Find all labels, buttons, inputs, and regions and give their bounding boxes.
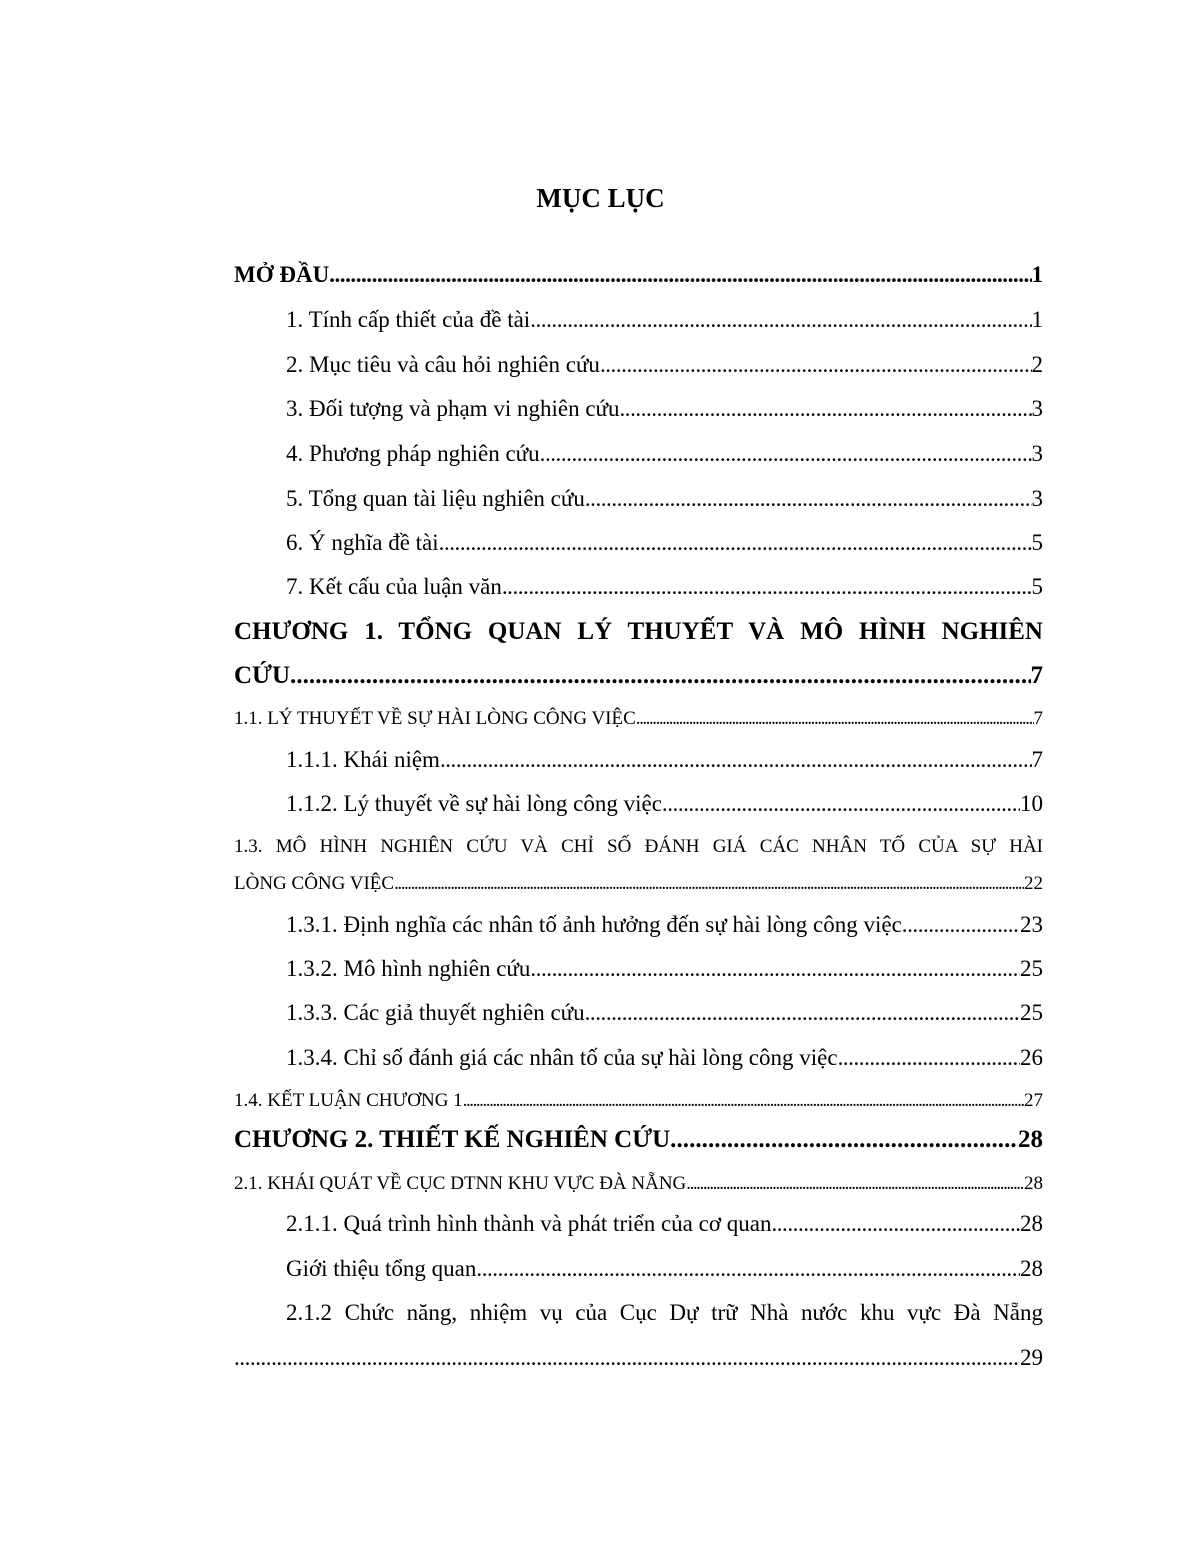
toc-entry-3[interactable] xyxy=(286,396,1043,422)
toc-entry-text: 2. Mục tiêu và câu hỏi nghiên cứu xyxy=(286,352,600,377)
toc-page-number: 7 xyxy=(1030,662,1043,689)
toc-entry-1-1-1[interactable] xyxy=(286,747,1043,773)
toc-page-number: 1 xyxy=(1031,262,1043,287)
toc-page-number: 29 xyxy=(1020,1345,1043,1370)
toc-entry-text: 1. Tính cấp thiết của đề tài xyxy=(286,307,531,332)
leader-dots xyxy=(662,791,1020,817)
leader-dots xyxy=(463,1090,1024,1112)
leader-dots xyxy=(329,262,1031,288)
toc-entry-text: 2.1.1. Quá trình hình thành và phát triển của cơ quan xyxy=(286,1211,772,1236)
toc-entry-1-3-1[interactable] xyxy=(286,912,1043,938)
leader-dots xyxy=(290,662,1030,690)
toc-page-number: 26 xyxy=(1020,1045,1043,1070)
toc-entry-1-3-3[interactable] xyxy=(286,1000,1043,1026)
toc-page-number: 7 xyxy=(1033,708,1043,729)
toc-entry-text: 1.3.2. Mô hình nghiên cứu xyxy=(286,956,531,981)
leader-dots xyxy=(585,1000,1020,1026)
toc-entry-6[interactable] xyxy=(286,530,1043,556)
toc-entry-2-1-2-line1[interactable]: 2.1.2 Chức năng, nhiệm vụ của Cục Dự trữ Nhà nước khu vực Đà Nẵng xyxy=(286,1300,1043,1325)
toc-page-number: 7 xyxy=(1031,747,1043,772)
toc-entry-text: LÒNG CÔNG VIỆC xyxy=(234,873,395,894)
toc-entry-text: 1.4. KẾT LUẬN CHƯƠNG 1 xyxy=(234,1090,463,1111)
toc-section-1-1[interactable] xyxy=(234,708,1043,730)
toc-entry-1[interactable] xyxy=(286,307,1043,333)
toc-entry-2[interactable] xyxy=(286,352,1043,378)
toc-chapter-2[interactable] xyxy=(234,1126,1043,1154)
leader-dots xyxy=(440,747,1032,773)
toc-entry-text: 1.3.1. Định nghĩa các nhân tố ảnh hưởng đến sự hài lòng công việc xyxy=(286,912,902,937)
toc-page-number: 5 xyxy=(1031,574,1043,599)
leader-dots xyxy=(838,1045,1020,1071)
toc-page-number: 25 xyxy=(1020,956,1043,981)
toc-page-number: 3 xyxy=(1031,486,1043,511)
toc-entry-text: 3. Đối tượng và phạm vi nghiên cứu xyxy=(286,396,620,421)
leader-dots xyxy=(771,1211,1020,1237)
toc-entry-text: CỨU xyxy=(234,662,291,689)
leader-dots xyxy=(902,912,1020,938)
toc-entry-4[interactable] xyxy=(286,441,1043,467)
leader-dots xyxy=(585,486,1032,512)
leader-dots xyxy=(476,1256,1020,1282)
toc-section-2-1[interactable] xyxy=(234,1173,1043,1195)
toc-page-number: 3 xyxy=(1031,396,1043,421)
toc-entry-text: 1.1.1. Khái niệm xyxy=(286,747,440,772)
toc-entry-text: 6. Ý nghĩa đề tài xyxy=(286,530,439,555)
leader-dots xyxy=(394,873,1024,895)
page-title: MỤC LỤC xyxy=(536,183,665,213)
toc-entry-1-1-2[interactable] xyxy=(286,791,1043,817)
toc-section-1-3-line1[interactable]: 1.3. MÔ HÌNH NGHIÊN CỨU VÀ CHỈ SỐ ĐÁNH GIÁ CÁC NHÂN TỐ CỦA SỰ HÀI xyxy=(234,836,1043,857)
toc-page-number: 28 xyxy=(1018,1126,1043,1153)
toc-entry-text: 1.3.4. Chỉ số đánh giá các nhân tố của sự hài lòng công việc xyxy=(286,1045,838,1070)
toc-page-number: 28 xyxy=(1020,1256,1043,1281)
toc-chapter-1[interactable] xyxy=(234,662,1043,690)
toc-entry-text: 5. Tổng quan tài liệu nghiên cứu xyxy=(286,486,585,511)
leader-dots xyxy=(502,574,1032,600)
toc-section-1-3[interactable] xyxy=(234,873,1043,895)
leader-dots xyxy=(530,956,1020,982)
toc-entry-7[interactable] xyxy=(286,574,1043,600)
toc-entry-text: 1.1.2. Lý thuyết về sự hài lòng công việc xyxy=(286,791,662,816)
toc-entry-5[interactable] xyxy=(286,486,1043,512)
leader-dots xyxy=(620,396,1032,422)
leader-dots xyxy=(600,352,1032,378)
toc-entry-1-3-2[interactable] xyxy=(286,956,1043,982)
toc-page-number: 5 xyxy=(1031,530,1043,555)
toc-page-number: 23 xyxy=(1020,912,1043,937)
toc-page-number: 25 xyxy=(1020,1000,1043,1025)
toc-entry-text: 2.1. KHÁI QUÁT VỀ CỤC DTNN KHU VỰC ĐÀ NẴNG xyxy=(234,1173,687,1194)
toc-entry-2-1-1[interactable] xyxy=(286,1211,1043,1237)
leader-dots xyxy=(636,708,1034,730)
toc-chapter-1-line1[interactable]: CHƯƠNG 1. TỔNG QUAN LÝ THUYẾT VÀ MÔ HÌNH NGHIÊN xyxy=(234,618,1043,645)
toc-page-number: 3 xyxy=(1031,441,1043,466)
toc-entry-text: 1.1. LÝ THUYẾT VỀ SỰ HÀI LÒNG CÔNG VIỆC xyxy=(234,708,636,729)
leader-dots xyxy=(439,530,1032,556)
toc-entry-text: MỞ ĐẦU xyxy=(234,262,330,287)
leader-dots xyxy=(540,441,1032,467)
toc-entry-1-3-4[interactable] xyxy=(286,1045,1043,1071)
toc-entry-text: 7. Kết cấu của luận văn xyxy=(286,574,502,599)
toc-entry-2-1-2[interactable] xyxy=(234,1345,1043,1371)
toc-entry-introduction[interactable] xyxy=(234,262,1043,288)
leader-dots xyxy=(234,1345,1020,1371)
toc-entry-text: 1.3.3. Các giả thuyết nghiên cứu xyxy=(286,1000,585,1025)
leader-dots xyxy=(670,1126,1018,1154)
toc-page-number: 27 xyxy=(1024,1090,1043,1111)
toc-section-1-4[interactable] xyxy=(234,1090,1043,1112)
toc-entry-text: 4. Phương pháp nghiên cứu xyxy=(286,441,540,466)
toc-page-number: 28 xyxy=(1020,1211,1043,1236)
leader-dots xyxy=(686,1173,1024,1195)
toc-page-number: 2 xyxy=(1031,352,1043,377)
toc-page-number: 28 xyxy=(1024,1173,1043,1194)
toc-entry-text: Giới thiệu tổng quan xyxy=(286,1256,477,1281)
leader-dots xyxy=(530,307,1031,333)
toc-entry-text: CHƯƠNG 2. THIẾT KẾ NGHIÊN CỨU xyxy=(234,1126,671,1153)
toc-entry-overview[interactable] xyxy=(286,1256,1043,1282)
toc-page-number: 22 xyxy=(1024,873,1043,894)
toc-page-number: 10 xyxy=(1020,791,1043,816)
toc-page-number: 1 xyxy=(1031,307,1043,332)
